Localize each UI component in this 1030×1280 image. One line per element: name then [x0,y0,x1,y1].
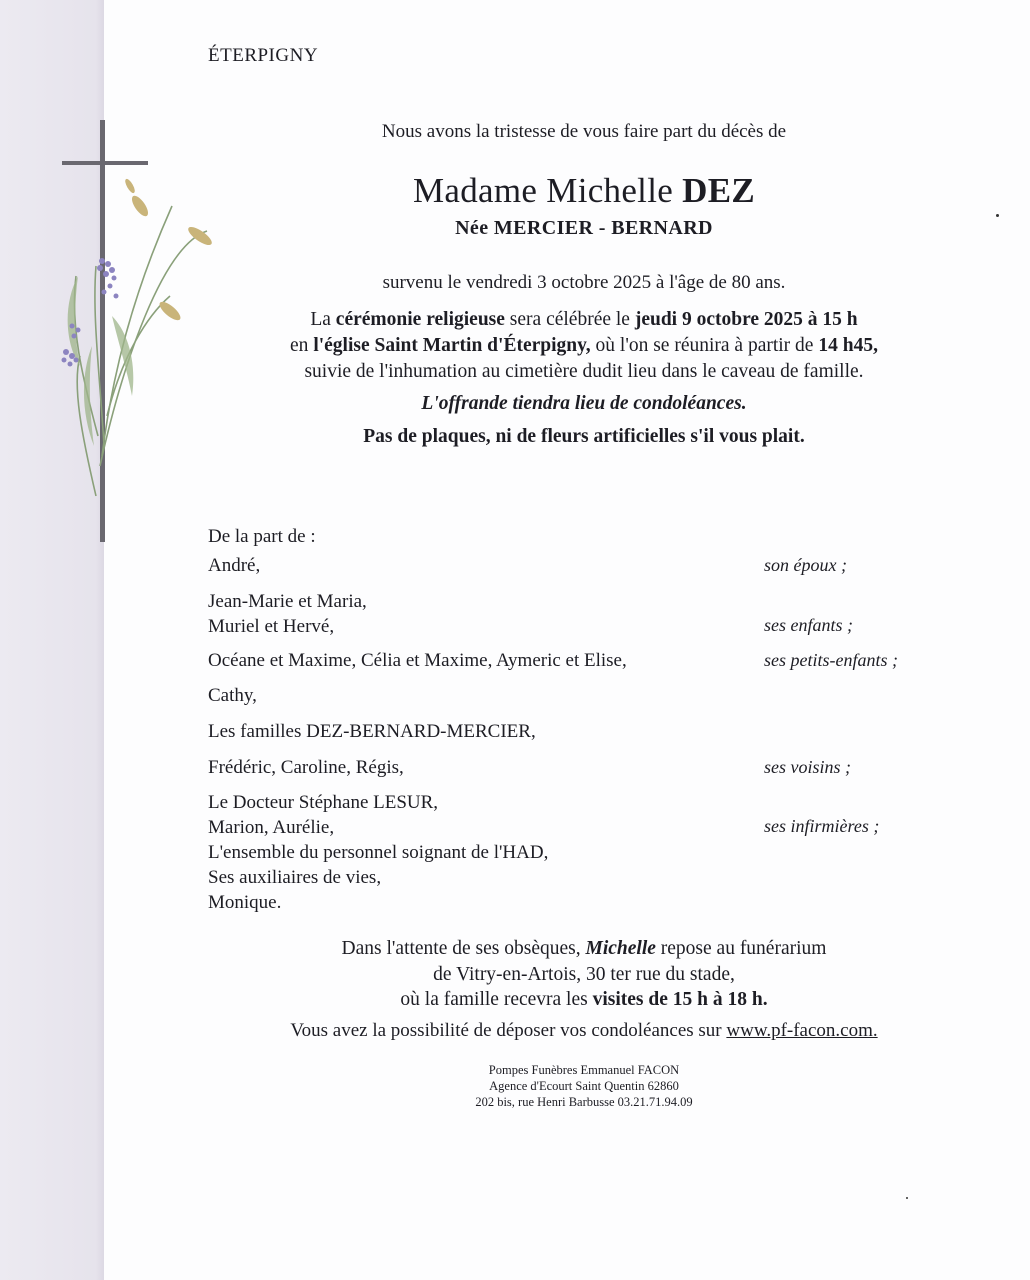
cross-vertical-bar [100,120,105,542]
family-group-children [208,589,367,639]
family-group-carers [208,790,548,915]
family-group-neighbours [208,755,404,780]
family-name-line: L'ensemble du personnel soignant de l'HAD, [208,842,549,863]
family-name-line: Monique. [208,892,282,913]
cross-with-wheat-decoration [52,116,237,546]
relation-label: ses infirmières ; [764,816,880,836]
family-name-line: Frédéric, Caroline, Régis, [208,757,404,778]
maiden-name: Née MERCIER - BERNARD [455,217,713,239]
family-name-line: Les familles DEZ-BERNARD-MERCIER, [208,721,536,742]
family-name-line: Muriel et Hervé, [208,616,335,637]
place-name: ÉTERPIGNY [208,45,319,66]
wake-line-1: Dans l'attente de ses obsèques, Michelle repose au funérarium [341,938,827,959]
cross-horizontal-bar [62,161,148,165]
no-flowers-notice: Pas de plaques, ni de fleurs artificielles s'il vous plait. [363,426,805,447]
ceremony-details [234,307,934,385]
deceased-surname: DEZ [682,171,756,210]
family-group-husband [208,553,260,578]
deceased-title-first-name: Madame Michelle [412,171,674,210]
ceremony-line-3: suivie de l'inhumation au cimetière dudit lieu dans le caveau de famille. [304,361,864,382]
relation-label: ses voisins ; [764,757,851,777]
funeral-agency-info [234,1062,934,1110]
relation-label: son époux ; [764,555,847,575]
deceased-name [234,171,934,211]
wake-line-3: où la famille recevra les visites de 15 h à 18 h. [400,989,768,1010]
intro-text: Nous avons la tristesse de vous faire part du décès de [381,121,787,142]
ceremony-line-2: en l'église Saint Martin d'Éterpigny, où l'on se réunira à partir de 14 h45, [290,335,878,356]
agency-branch: Agence d'Ecourt Saint Quentin 62860 [489,1079,679,1093]
agency-address-phone: 202 bis, rue Henri Barbusse 03.21.71.94.09 [475,1095,693,1109]
family-name-line: Cathy, [208,685,257,706]
condolences-text: Vous avez la possibilité de déposer vos condoléances sur [290,1020,727,1041]
family-heading: De la part de : [208,526,316,547]
relation-label: ses enfants ; [764,615,853,635]
family-name-line: Le Docteur Stéphane LESUR, [208,792,439,813]
family-group-families [208,719,536,744]
condolences-website-link[interactable]: www.pf-facon.com. [726,1020,878,1041]
family-group-cathy [208,683,257,708]
family-group-grandchildren [208,648,627,673]
family-name-line: Ses auxiliaires de vies, [208,867,382,888]
scan-speck [906,1197,908,1199]
family-name-line: André, [208,555,261,576]
condolences-line [234,1020,934,1042]
agency-name: Pompes Funèbres Emmanuel FACON [488,1063,680,1077]
relation-label: ses petits-enfants ; [764,650,898,670]
wake-details [234,936,934,1013]
family-name-line: Océane et Maxime, Célia et Maxime, Aymeric et Elise, [208,650,627,671]
death-notice: survenu le vendredi 3 octobre 2025 à l'âge de 80 ans. [382,272,786,293]
wake-line-2: de Vitry-en-Artois, 30 ter rue du stade, [433,963,735,985]
scan-speck [996,214,999,217]
offering-notice: L'offrande tiendra lieu de condoléances. [421,393,747,414]
family-name-line: Jean-Marie et Maria, [208,591,367,612]
ceremony-line-1: La cérémonie religieuse sera célébrée le jeudi 9 octobre 2025 à 15 h [310,309,858,330]
family-name-line: Marion, Aurélie, [208,817,335,838]
